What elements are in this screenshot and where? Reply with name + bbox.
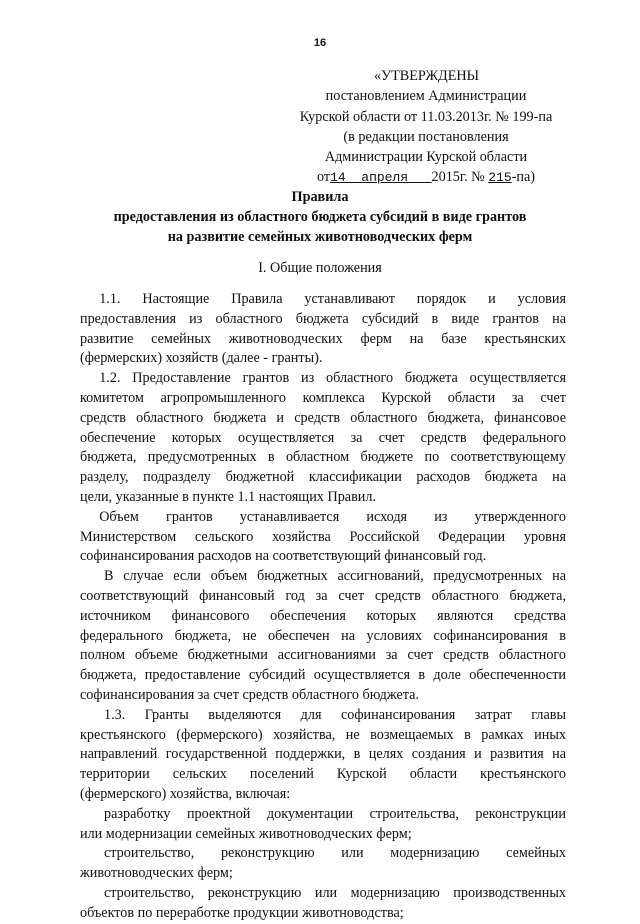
paragraph-line: софинансирования расходов на соответствующий финансовый год. <box>80 548 487 565</box>
paragraph-line: предоставления из областного бюджета субсидий в виде грантов на <box>80 310 566 327</box>
paragraph-line: комитетом агропромышленного комплекса Курской области за счет <box>80 389 566 406</box>
approval-line: «УТВЕРЖДЕНЫ <box>374 68 479 84</box>
paragraph-line: животноводческих ферм; <box>80 865 233 882</box>
date-prefix: от <box>316 169 331 186</box>
paragraph-line: федерального бюджета, не обеспечен на условиях софинансирования в <box>80 627 566 644</box>
paragraph <box>80 884 566 924</box>
paragraph-line: объектов по переработке продукции животноводства; <box>80 904 404 921</box>
approval-line: (в редакции постановления <box>343 128 509 145</box>
paragraph-line: разделу, подразделу бюджетной классификации расходов бюджета на <box>80 469 566 486</box>
date-number: 215 <box>488 170 512 186</box>
paragraph-line: (фермерских) хозяйств (далее - гранты). <box>80 350 323 367</box>
paragraph-line: В случае если объем бюджетных ассигнований, предусмотренных на <box>104 568 566 585</box>
paragraph-line: цели, указанные в пункте 1.1 настоящих Правил. <box>80 488 377 505</box>
document-title <box>60 187 580 247</box>
paragraph <box>80 844 566 884</box>
paragraph-line: обеспечение которых осуществляется за счет средств федерального <box>80 429 566 446</box>
title-line: предоставления из областного бюджета субсидий в виде грантов <box>113 209 527 225</box>
paragraph <box>80 290 566 369</box>
paragraph-line: или модернизации семейных животноводческих ферм; <box>80 825 412 842</box>
date-year: 2015г. № <box>431 169 485 186</box>
title-heading: Правила <box>291 189 349 205</box>
paragraph-line: бюджета, предоставление субсидий осуществляется в доле обеспеченности <box>80 667 566 684</box>
paragraph <box>80 369 566 508</box>
paragraph-line: развитие семейных животноводческих ферм на базе крестьянских <box>80 330 566 347</box>
paragraph <box>80 706 566 805</box>
paragraph-line: 1.3. Гранты выделяются для софинансирования затрат главы <box>104 706 566 723</box>
paragraph-line: направлений государственной поддержки, в целях создания и развития на <box>80 746 566 763</box>
approval-line: Курской области от 11.03.2013г. № 199-па <box>299 108 553 125</box>
approval-line: постановлением Администрации <box>325 88 527 105</box>
paragraph-line: территории сельских поселений Курской области крестьянского <box>80 766 566 783</box>
paragraph-line: строительство, реконструкцию или модернизацию производственных <box>104 884 566 901</box>
paragraph <box>80 805 566 845</box>
paragraph-line: софинансирования за счет средств областного бюджета. <box>80 686 419 703</box>
paragraph-line: полном объеме бюджетными ассигнованиями за счет средств областного <box>80 647 566 664</box>
paragraph-line: Объем грантов устанавливается исходя из утвержденного <box>99 508 566 525</box>
date-day: 14 апреля <box>330 170 409 186</box>
paragraph-line: разработку проектной документации строительства, реконструкции <box>104 805 566 822</box>
date-suffix: -па) <box>511 169 536 186</box>
paragraph-line: источником финансового обеспечения которых являются средства <box>80 607 566 624</box>
paragraph-line: 1.1. Настоящие Правила устанавливают порядок и условия <box>99 291 566 307</box>
title-line: на развитие семейных животноводческих ферм <box>167 229 473 245</box>
paragraph-line: соответствующий финансовый год за счет средств областного бюджета, <box>80 587 566 604</box>
document-body <box>80 290 566 924</box>
paragraph <box>80 567 566 706</box>
paragraph-line: крестьянского (фермерского) хозяйства, не возмещаемых в рамках иных <box>80 726 566 743</box>
paragraph-line: средств областного бюджета и средств областного бюджета, финансовое <box>80 409 566 426</box>
approval-date-line <box>276 167 576 188</box>
page-number: 16 <box>313 37 327 49</box>
approval-stamp <box>276 66 576 189</box>
paragraph <box>80 508 566 567</box>
section-title: I. Общие положения <box>258 260 382 276</box>
paragraph-line: бюджета, предусмотренных в областном бюджете по соответствующему <box>80 449 566 466</box>
paragraph-line: (фермерского) хозяйства, включая: <box>80 785 291 802</box>
paragraph-line: Министерством сельского хозяйства Российской Федерации уровня <box>80 528 566 545</box>
paragraph-line: строительство, реконструкцию или модернизацию семейных <box>104 845 566 862</box>
paragraph-line: 1.2. Предоставление грантов из областного бюджета осуществляется <box>99 370 566 387</box>
approval-line: Администрации Курской области <box>324 149 528 166</box>
